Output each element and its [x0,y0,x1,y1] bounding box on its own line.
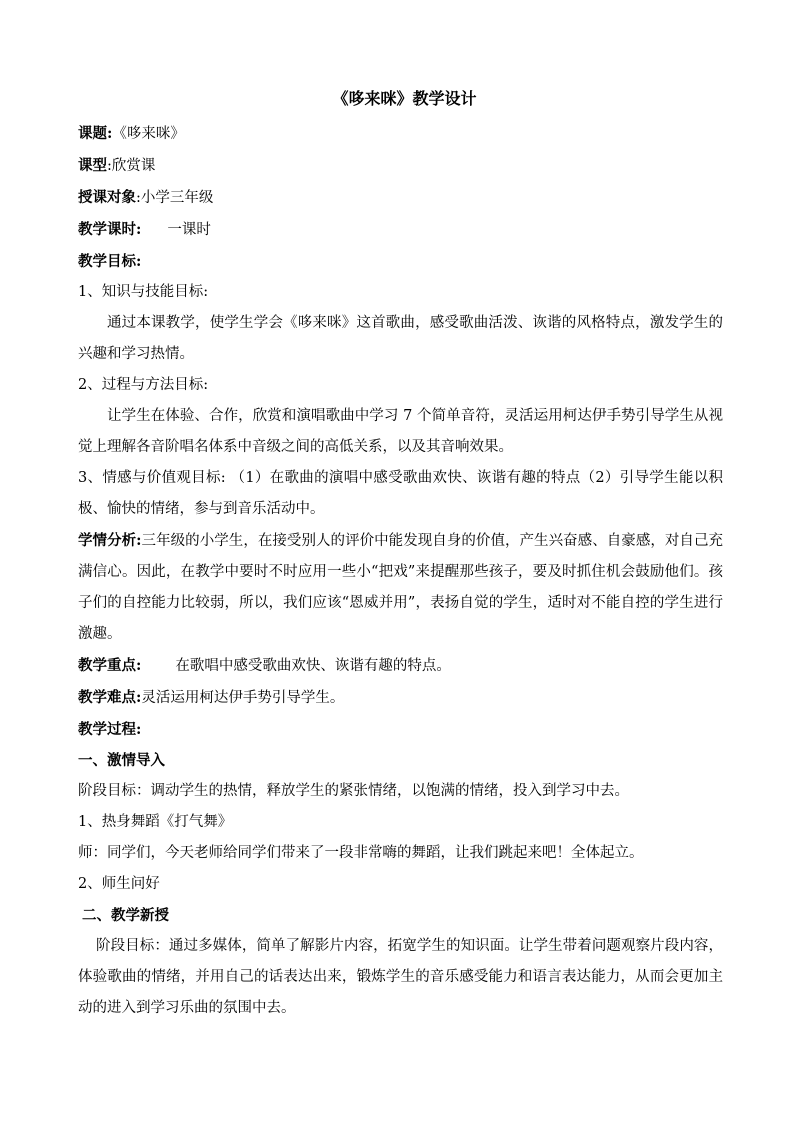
section1-teacher: 师：同学们，今天老师给同学们带来了一段非常嗨的舞蹈，让我们跳起来吧！全体起立。 [78,845,644,861]
goal1-text: 通过本课教学，使学生学会《哆来咪》这首歌曲，感受歌曲活泼、诙谐的风格特点，激发学生的兴趣和学习热情。 [78,315,723,362]
section1-heading: 一、激情导入 [78,752,165,769]
lesson-value: 《哆来咪》 [112,126,185,142]
difficulty-value: 灵活运用柯达伊手势引导学生。 [141,690,345,706]
hours-label: 教学课时: [78,221,142,238]
audience-line [78,182,723,214]
key-value: 在歌唱中感受歌曲欢快、诙谐有趣的特点。 [175,658,451,674]
type-value: :欣赏课 [107,158,156,174]
lesson-line [78,118,723,150]
difficulty-line [78,682,723,714]
hours-value: 一课时 [167,222,211,238]
section1-item2: 2、师生问好 [78,876,160,892]
section2-heading: 二、教学新授 [82,907,169,924]
audience-value: :小学三年级 [136,190,214,206]
analysis-label: 学情分析: [78,532,142,549]
key-line [78,650,723,682]
process-heading: 教学过程: [78,721,142,738]
type-label: 课型 [78,157,107,174]
analysis-text: 三年级的小学生，在接受别人的评价中能发现自身的价值，产生兴奋感、自豪感，对自己充满信心。因此，在教学中要时不时应用一些小“把戏”来提醒那些孩子，要及时抓住机会鼓励他们。孩子们的自控能力比较弱，所以，我们应该“恩威并用”，表扬自觉的学生，适时对不能自控的学生进行激趣。 [78,533,724,642]
section1-item1: 1、热身舞蹈《打气舞》 [78,814,233,830]
audience-label: 授课对象 [78,189,136,206]
section2-goal: 阶段目标：通过多媒体，简单了解影片内容，拓宽学生的知识面。让学生带着问题观察片段内容，体验歌曲的情绪，并用自己的话表达出来，锻炼学生的音乐感受能力和语言表达能力，从而会更加主动的进入到学习乐曲的氛围中去。 [78,938,723,1016]
goals-heading: 教学目标: [78,253,142,270]
hours-line [78,214,723,246]
goal1-heading: 1、知识与技能目标: [78,284,209,300]
type-line [78,150,723,182]
document-title: 《哆来咪》教学设计 [332,89,477,108]
lesson-label: 课题: [78,125,113,142]
document-page [78,86,723,1024]
section1-goal: 阶段目标：调动学生的热情，释放学生的紧张情绪，以饱满的情绪，投入到学习中去。 [78,783,629,799]
goal2-heading: 2、过程与方法目标: [78,377,209,393]
difficulty-label: 教学难点: [78,689,142,706]
key-label: 教学重点: [78,657,142,674]
goal2-text: 让学生在体验、合作，欣赏和演唱歌曲中学习 7 个简单音符，灵活运用柯达伊手势引导学生从视觉上理解各音阶唱名体系中音级之间的高低关系，以及其音响效果。 [78,408,723,455]
goal3-text: 3、情感与价值观目标: （1）在歌曲的演唱中感受歌曲欢快、诙谐有趣的特点（2）引导学生能以积极、愉快的情绪，参与到音乐活动中。 [78,470,723,517]
analysis-paragraph [78,525,723,650]
